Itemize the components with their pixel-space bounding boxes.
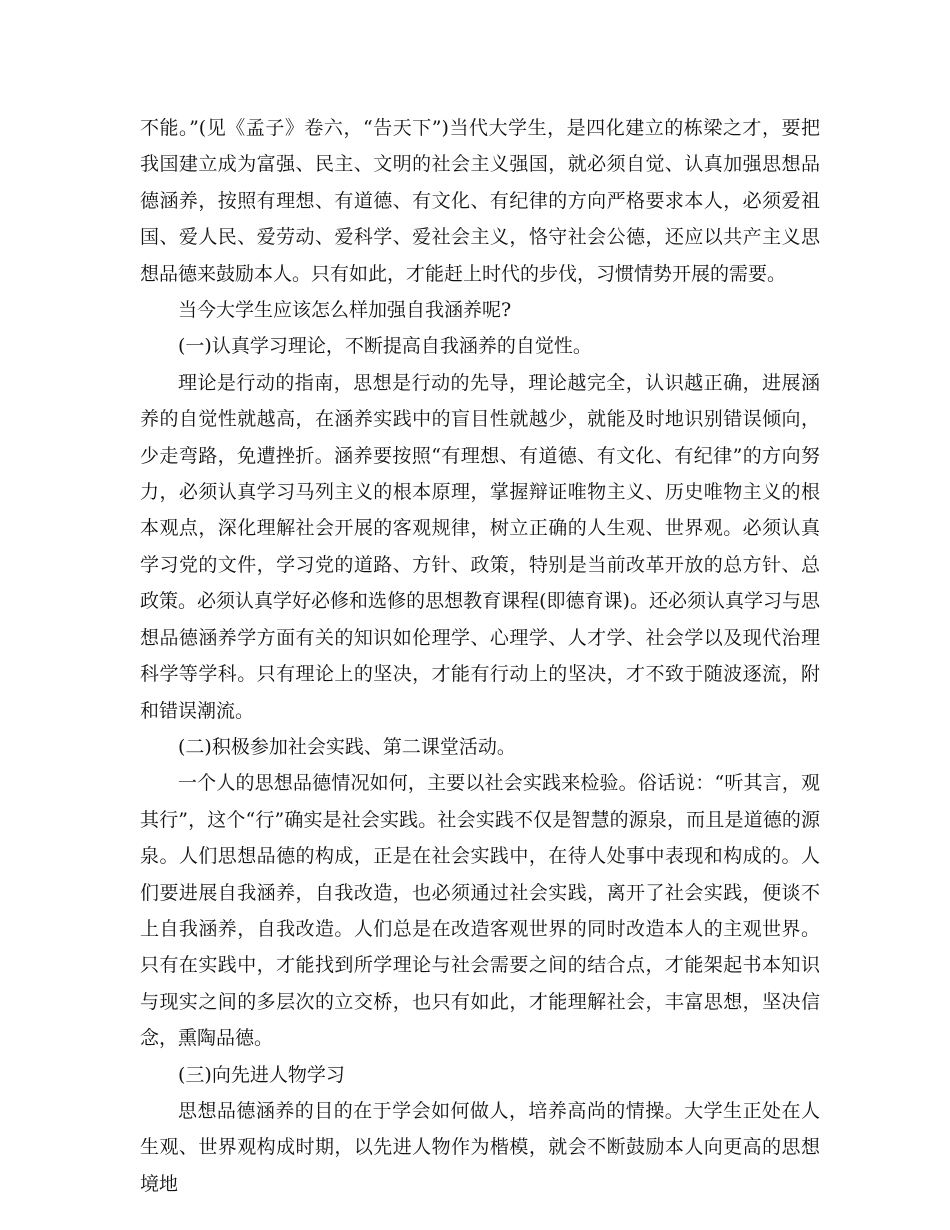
section-heading-3: (三)向先进人物学习 (178, 1063, 345, 1086)
paragraph-question: 当今大学生应该怎么样加强自我涵养呢? (178, 299, 512, 322)
paragraph-theory: 理论是行动的指南，思想是行动的先导，理论越完全，认识越正确，进展涵养的自觉性就越高，在涵养实践中的盲目性就越少，就能及时地识别错误倾向，少走弯路，免遭挫折。涵养要按照“有理想、有道德、有文化、有纪律”的方向努力，必须认真学习马列主义的根本原理，掌握辩证唯物主义、历史唯物主义的根本观点，深化理解社会开展的客观规律，树立正确的人生观、世界观。必须认真学习党的文件，学习党的道路、方针、政策，特别是当前改革开放的总方针、总政策。必须认真学好必修和选修的思想教育课程(即德育课)。还必须认真学习与思想品德涵养学方面有关的知识如伦理学、心理学、人才学、社会学以及现代治理科学等学科。只有理论上的坚决，才能有行动上的坚决，才不致于随波逐流，附和错误潮流。 (140, 371, 820, 722)
paragraph-continuation: 不能。”(见《孟子》卷六，“告天下”)当代大学生，是四化建立的栋梁之才，要把我国建立成为富强、民主、文明的社会主义强国，就必须自觉、认真加强思想品德涵养，按照有理想、有道德、有文化、有纪律的方向严格要求本人，必须爱祖国、爱人民、爱劳动、爱科学、爱社会主义，恪守社会公德，还应以共产主义思想品德来鼓励本人。只有如此，才能赶上时代的步伐，习惯情势开展的需要。 (140, 117, 820, 285)
paragraph-practice: 一个人的思想品德情况如何，主要以社会实践来检验。俗话说：“听其言，观其行”，这个“行”确实是社会实践。社会实践不仅是智慧的源泉，而且是道德的源泉。人们思想品德的构成，正是在社会实践中，在待人处事中表现和构成的。人们要进展自我涵养，自我改造，也必须通过社会实践，离开了社会实践，便谈不上自我涵养，自我改造。人们总是在改造客观世界的同时改造本人的主观世界。只有在实践中，才能找到所学理论与社会需要之间的结合点，才能架起书本知识与现实之间的多层次的立交桥，也只有如此，才能理解社会，丰富思想，坚决信念，熏陶品德。 (140, 772, 820, 1050)
section-heading-1: (一)认真学习理论，不断提高自我涵养的自觉性。 (178, 335, 592, 358)
section-heading-2: (二)积极参加社会实践、第二课堂活动。 (178, 735, 516, 758)
paragraph-role-models: 思想品德涵养的目的在于学会如何做人，培养高尚的情操。大学生正处在人生观、世界观构成时期，以先进人物作为楷模，就会不断鼓励本人向更高的思想境地 (140, 1099, 820, 1195)
document-body (140, 110, 820, 1202)
